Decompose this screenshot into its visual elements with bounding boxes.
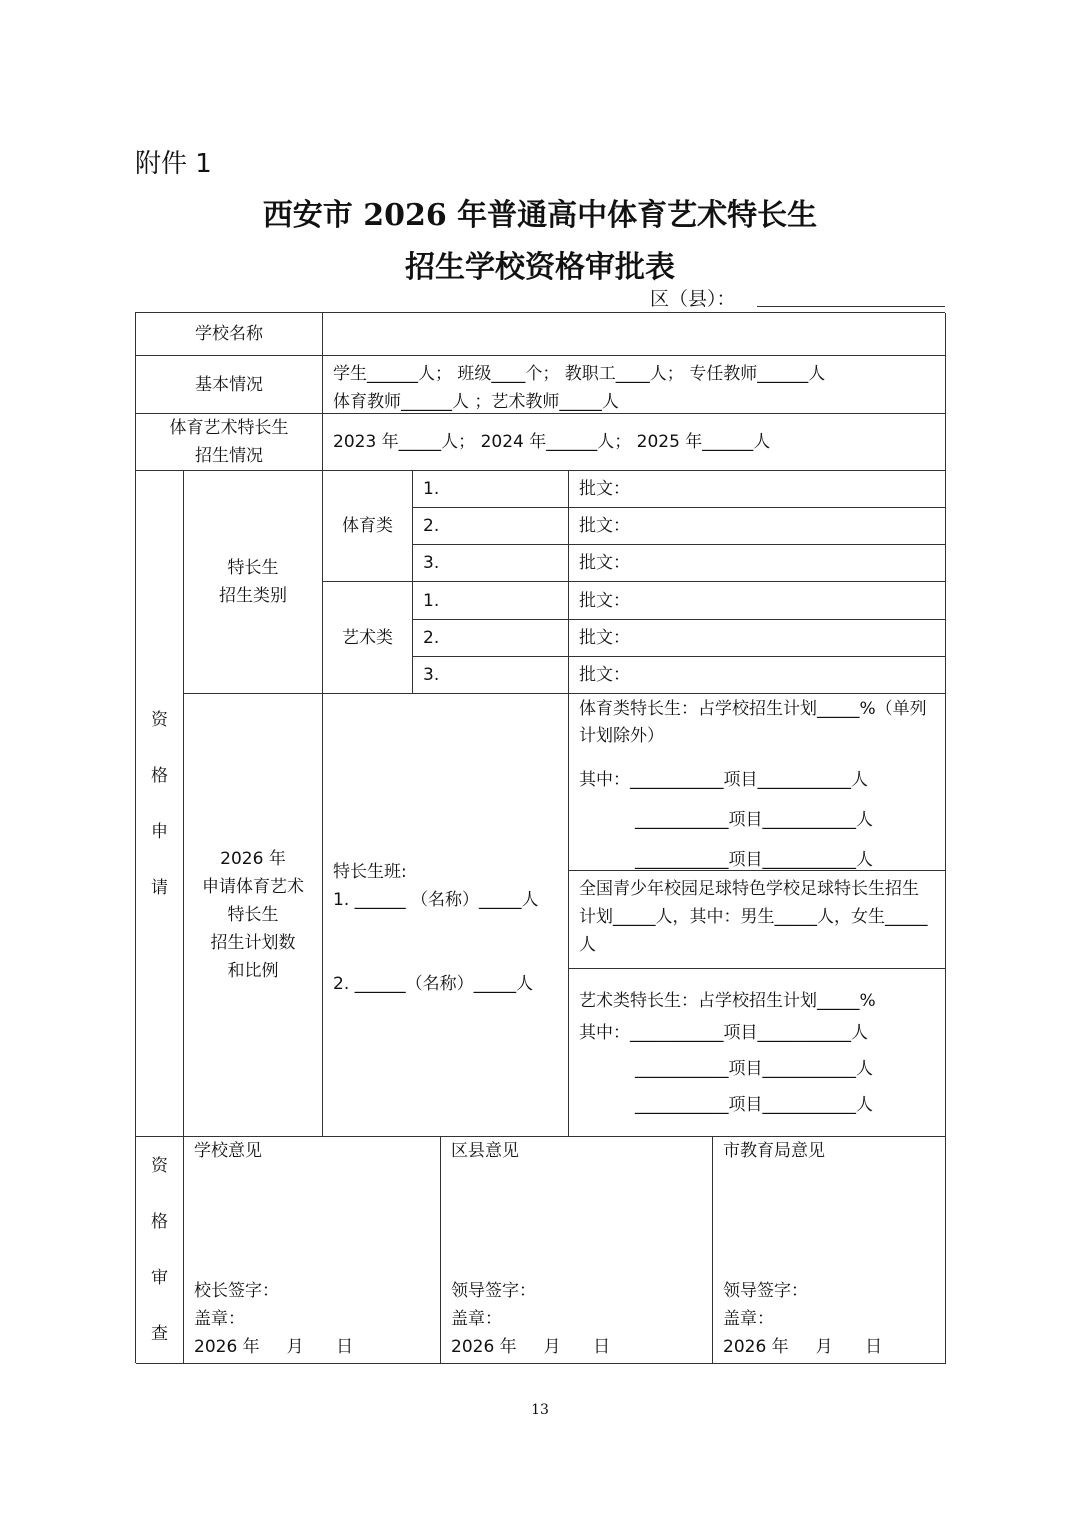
title-line1: 西安市 2026 年普通高中体育艺术特长生: [262, 198, 818, 233]
apply-char: 申: [151, 821, 168, 842]
arts-approval-1[interactable]: 批文：: [569, 582, 946, 620]
sports-item-1[interactable]: 1.: [413, 471, 569, 508]
sports-approval-3[interactable]: 批文：: [569, 545, 946, 582]
review-char: 审: [151, 1268, 168, 1288]
district-opinion[interactable]: [441, 1137, 713, 1364]
sports-item-3[interactable]: 3.: [413, 545, 569, 582]
opinion-title: 区县意见: [451, 1141, 519, 1161]
recruit-label-1: 体育艺术特长生: [169, 418, 289, 438]
plan-label-line: 特长生: [227, 905, 279, 925]
review-char: 格: [151, 1212, 168, 1232]
plan-label-line: 和比例: [227, 961, 279, 981]
arts-plan-item: ___________项目___________人: [635, 1095, 873, 1115]
school-opinion[interactable]: [184, 1137, 441, 1364]
arts-item-1[interactable]: 1.: [413, 582, 569, 620]
sports-plan[interactable]: [569, 694, 946, 871]
class-item-1: 1. ______ （名称）_____人: [333, 890, 539, 910]
special-class[interactable]: [323, 694, 569, 1137]
apply-label: [136, 471, 184, 1137]
sports-item-2[interactable]: 2.: [413, 508, 569, 545]
class-item-2: 2. ______（名称）_____人: [333, 974, 534, 994]
city-opinion[interactable]: [713, 1137, 946, 1364]
seal-label: 盖章：: [194, 1309, 245, 1329]
category-label: [184, 471, 323, 694]
arts-approval-2[interactable]: 批文：: [569, 620, 946, 657]
plan-label-line: 申请体育艺术: [202, 877, 304, 897]
opinion-title: 学校意见: [194, 1141, 262, 1161]
basic-info[interactable]: [323, 356, 946, 414]
sports-plan-item: ___________项目___________人: [635, 850, 873, 870]
plan-label-line: 2026 年: [220, 849, 286, 869]
basic-label: 基本情况: [136, 356, 323, 414]
arts-category: 艺术类: [323, 582, 413, 694]
date-label: 2026 年 月 日: [194, 1337, 354, 1357]
apply-char: 资: [151, 709, 168, 730]
category-label-1: 特长生: [227, 558, 279, 578]
arts-plan-item: 其中：___________项目___________人: [579, 1023, 868, 1043]
football-plan[interactable]: 全国青少年校园足球特色学校足球特长生招生计划_____人，其中：男生_____人，女生_____人: [569, 871, 946, 969]
arts-item-2[interactable]: 2.: [413, 620, 569, 657]
district-blank[interactable]: [757, 306, 945, 307]
arts-plan-ratio: 艺术类特长生：占学校招生计划_____%: [579, 991, 876, 1011]
attachment-label: 附件 1: [135, 149, 212, 179]
apply-char: 请: [151, 877, 168, 898]
arts-plan-item: ___________项目___________人: [635, 1059, 873, 1079]
recruit-label: [136, 414, 323, 471]
review-char: 资: [151, 1156, 168, 1176]
arts-plan[interactable]: [569, 969, 946, 1137]
arts-approval-3[interactable]: 批文：: [569, 657, 946, 694]
recruit-label-2: 招生情况: [195, 446, 263, 466]
basic-line2: 体育教师______人 ；艺术教师_____人: [333, 392, 619, 412]
sports-plan-item: 其中：___________项目___________人: [579, 770, 868, 790]
school-name-field[interactable]: [323, 313, 946, 356]
date-label: 2026 年 月 日: [723, 1337, 883, 1357]
school-name-label: 学校名称: [136, 313, 323, 356]
sports-plan-item: ___________项目___________人: [635, 810, 873, 830]
apply-char: 格: [151, 765, 168, 786]
signature-label: 校长签字：: [194, 1281, 279, 1301]
sports-approval-2[interactable]: 批文：: [569, 508, 946, 545]
signature-label: 领导签字：: [451, 1281, 536, 1301]
seal-label: 盖章：: [451, 1309, 502, 1329]
district-label: 区（县）：: [650, 288, 736, 310]
class-title: 特长生班:: [333, 862, 407, 882]
page-number: 13: [531, 1402, 549, 1418]
recruit-history[interactable]: 2023 年_____人； 2024 年______人； 2025 年______人: [323, 414, 946, 471]
arts-item-3[interactable]: 3.: [413, 657, 569, 694]
title-line2: 招生学校资格审批表: [405, 250, 675, 285]
sports-category: 体育类: [323, 471, 413, 582]
signature-label: 领导签字：: [723, 1281, 808, 1301]
date-label: 2026 年 月 日: [451, 1337, 611, 1357]
opinion-title: 市教育局意见: [723, 1141, 825, 1161]
sports-approval-1[interactable]: 批文：: [569, 471, 946, 508]
review-char: 查: [151, 1324, 168, 1344]
basic-line1: 学生______人； 班级____个； 教职工____人； 专任教师______人: [333, 364, 826, 384]
review-label: [136, 1137, 184, 1364]
approval-table: [135, 312, 945, 1363]
sports-plan-ratio: 体育类特长生：占学校招生计划_____%（单列计划除外）: [579, 699, 927, 746]
category-label-2: 招生类别: [219, 586, 287, 606]
plan-label-line: 招生计划数: [210, 933, 296, 953]
seal-label: 盖章：: [723, 1309, 774, 1329]
plan-label: [184, 694, 323, 1137]
